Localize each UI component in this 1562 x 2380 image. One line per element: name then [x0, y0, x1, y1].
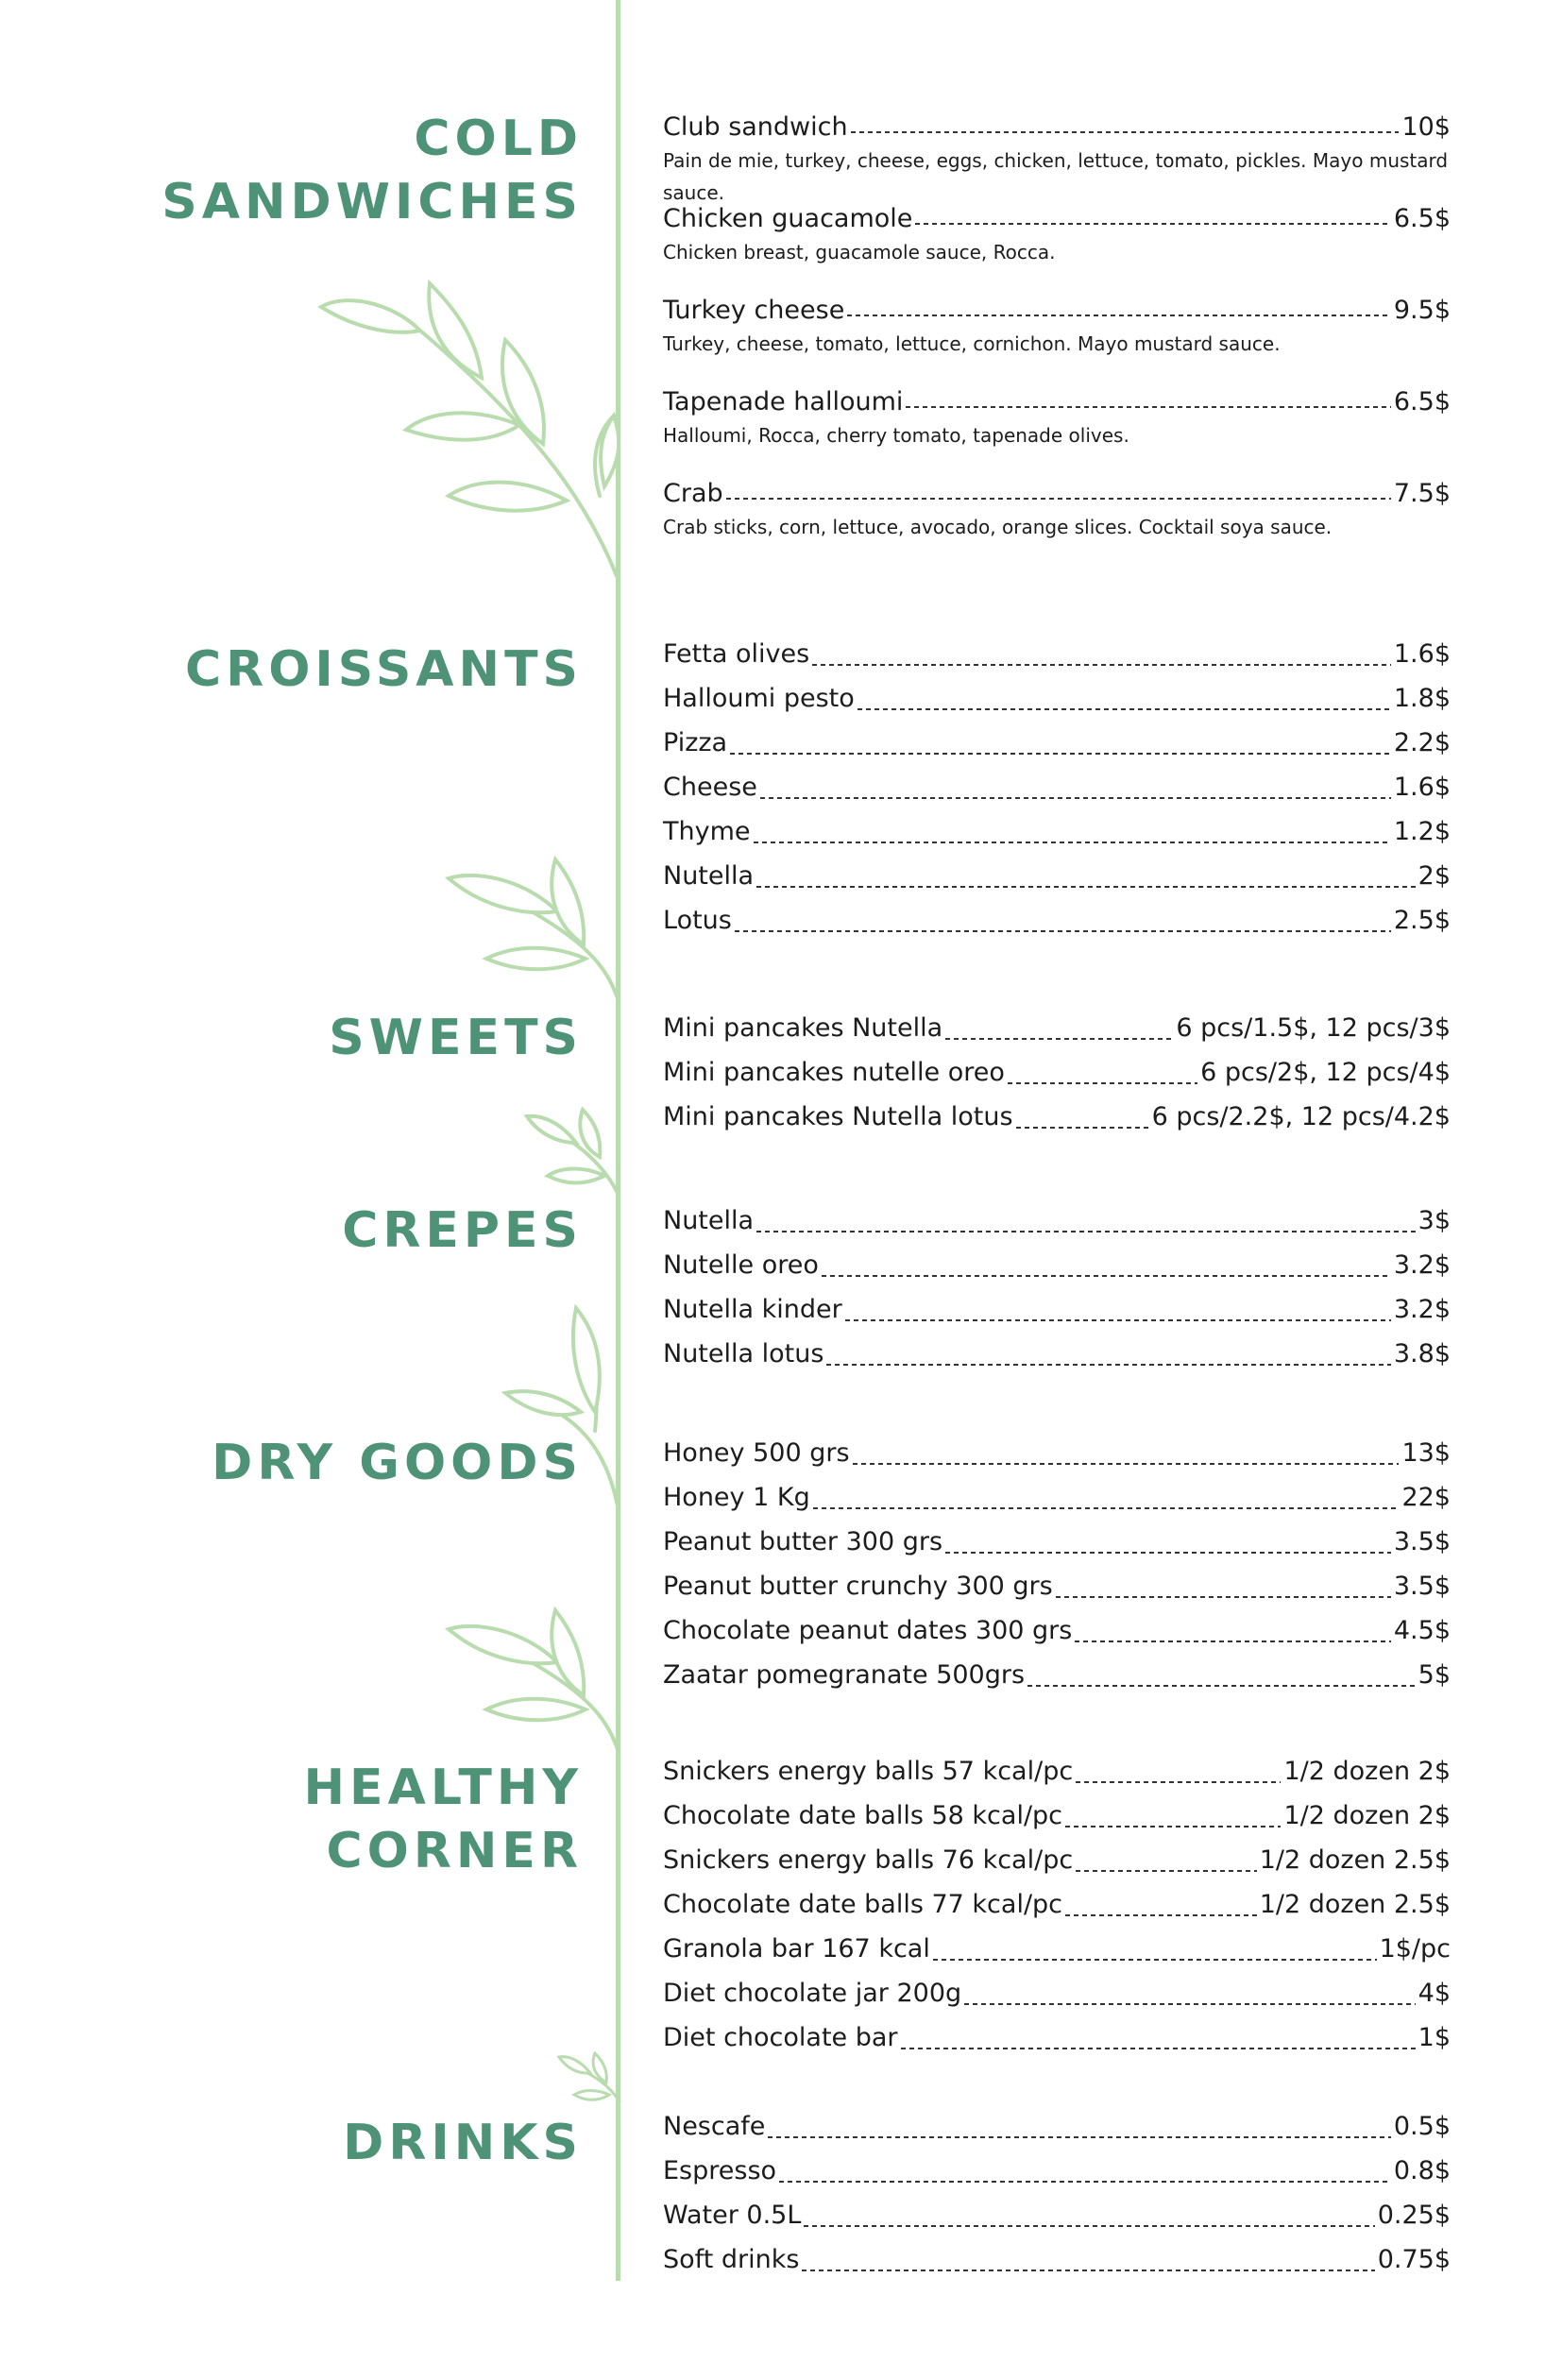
item-price: 7.5$: [1393, 479, 1451, 508]
dot-leader: [1027, 1685, 1416, 1687]
dot-leader: [901, 2048, 1416, 2049]
item-price: 6 pcs/2$, 12 pcs/4$: [1200, 1058, 1451, 1087]
dot-leader: [1076, 1781, 1281, 1783]
item-price: 6.5$: [1393, 204, 1451, 233]
item-price: 1/2 dozen 2.5$: [1259, 1845, 1451, 1875]
dry-goods-list: [663, 1436, 1451, 1703]
menu-item: [663, 726, 1451, 771]
dot-leader: [857, 708, 1391, 710]
item-name: Nutella kinder: [663, 1295, 842, 1324]
menu-item: [663, 294, 1451, 385]
menu-item: [663, 1799, 1451, 1844]
dot-leader: [1065, 1914, 1257, 1916]
dot-leader: [760, 797, 1391, 799]
menu-item: [663, 202, 1451, 294]
item-price: 2$: [1418, 861, 1451, 891]
item-name: Tapenade halloumi: [663, 387, 904, 416]
menu-item: [663, 1570, 1451, 1614]
section-title-line: HEALTHY: [303, 1760, 583, 1816]
section-title-line: COLD: [414, 110, 583, 167]
item-price: 1/2 dozen 2$: [1283, 1757, 1451, 1786]
menu-item: [663, 1932, 1451, 1977]
section-title-sweets: SWEETS: [329, 1010, 583, 1066]
leaf-branch-icon: [444, 855, 623, 1006]
dot-leader: [964, 2003, 1415, 2005]
item-price: 9.5$: [1393, 296, 1451, 325]
item-name: Pizza: [663, 728, 728, 757]
item-name: Honey 500 grs: [663, 1438, 850, 1468]
section-title-dry-goods: DRY GOODS: [212, 1435, 583, 1491]
menu-item: [663, 1525, 1451, 1570]
menu-item: [663, 682, 1451, 726]
menu-item: [663, 1293, 1451, 1337]
item-name: Nutella: [663, 1206, 755, 1235]
item-price: 1$: [1418, 2023, 1451, 2052]
item-name: Chicken guacamole: [663, 204, 913, 233]
dot-leader: [1065, 1826, 1281, 1828]
section-title-cold-sandwiches: [161, 108, 583, 234]
item-name: Soft drinks: [663, 2245, 800, 2274]
item-price: 3.5$: [1393, 1527, 1451, 1556]
menu-item: [663, 859, 1451, 904]
menu-item: [663, 1249, 1451, 1293]
menu-item: [663, 1977, 1451, 2021]
item-price: 6.5$: [1393, 387, 1451, 416]
dot-leader: [813, 1507, 1400, 1509]
item-name: Fetta olives: [663, 639, 810, 669]
item-name: Mini pancakes nutelle oreo: [663, 1058, 1005, 1087]
leaf-branch-icon: [444, 1606, 623, 1757]
item-price: 3$: [1418, 1206, 1451, 1235]
item-price: 2.2$: [1393, 728, 1451, 757]
dot-leader: [735, 930, 1391, 932]
dot-leader: [1056, 1596, 1391, 1598]
item-price: 3.2$: [1393, 1295, 1451, 1324]
menu-item: [663, 1436, 1451, 1481]
item-price: 10$: [1401, 112, 1451, 142]
menu-item: [663, 2243, 1451, 2287]
item-price: 6 pcs/2.2$, 12 pcs/4.2$: [1151, 1102, 1451, 1131]
item-price: 13$: [1401, 1438, 1451, 1468]
section-title-healthy-corner: [304, 1757, 583, 1883]
item-description: Halloumi, Rocca, cherry tomato, tapenade olives.: [663, 424, 1129, 447]
item-name: Water 0.5L: [663, 2201, 802, 2230]
dot-leader: [853, 1463, 1400, 1465]
menu-item: [663, 1100, 1451, 1145]
section-title-crepes: CREPES: [342, 1202, 583, 1259]
item-name: Snickers energy balls 76 kcal/pc: [663, 1845, 1074, 1875]
dot-leader: [756, 1231, 1416, 1232]
item-description: Crab sticks, corn, lettuce, avocado, orange slices. Cocktail soya sauce.: [663, 516, 1333, 538]
item-name: Chocolate date balls 77 kcal/pc: [663, 1890, 1063, 1919]
menu-item: [663, 1614, 1451, 1658]
item-price: 4.5$: [1393, 1616, 1451, 1645]
dot-leader: [812, 664, 1391, 666]
item-description: Pain de mie, turkey, cheese, eggs, chicken, lettuce, tomato, pickles. Mayo mustard sauce.: [663, 149, 1449, 204]
item-price: 0.75$: [1377, 2245, 1451, 2274]
item-price: 0.8$: [1393, 2156, 1451, 2185]
item-price: 1.6$: [1393, 773, 1451, 802]
item-price: 1.6$: [1393, 639, 1451, 669]
dot-leader: [906, 406, 1390, 408]
item-name: Chocolate peanut dates 300 grs: [663, 1616, 1073, 1645]
item-price: 2.5$: [1393, 906, 1451, 935]
item-name: Thyme: [663, 817, 751, 846]
crepes-list: [663, 1204, 1451, 1382]
item-name: Peanut butter crunchy 300 grs: [663, 1572, 1053, 1601]
menu-item: [663, 2154, 1451, 2199]
section-title-croissants: CROISSANTS: [184, 641, 583, 698]
dot-leader: [726, 498, 1391, 500]
dot-leader: [847, 314, 1391, 316]
menu-item: [663, 1888, 1451, 1932]
dot-leader: [851, 131, 1400, 133]
dot-leader: [802, 2270, 1374, 2271]
dot-leader: [804, 2225, 1374, 2227]
healthy-corner-list: [663, 1755, 1451, 2066]
item-name: Chocolate date balls 58 kcal/pc: [663, 1801, 1063, 1830]
dot-leader: [768, 2136, 1390, 2138]
dot-leader: [822, 1275, 1391, 1277]
item-name: Lotus: [663, 906, 732, 935]
menu-item: [663, 110, 1451, 202]
dot-leader: [933, 1959, 1377, 1961]
item-price: 3.5$: [1393, 1572, 1451, 1601]
menu-item: [663, 1012, 1451, 1056]
item-price: 1/2 dozen 2$: [1283, 1801, 1451, 1830]
item-price: 5$: [1418, 1660, 1451, 1690]
item-name: Nutella: [663, 861, 755, 891]
menu-item: [663, 2199, 1451, 2243]
item-description: Chicken breast, guacamole sauce, Rocca.: [663, 241, 1056, 264]
menu-item: [663, 1755, 1451, 1799]
item-price: 1.2$: [1393, 817, 1451, 846]
leaf-branch-icon: [524, 1105, 623, 1199]
dot-leader: [754, 842, 1391, 843]
menu-item: [663, 2021, 1451, 2066]
item-price: 6 pcs/1.5$, 12 pcs/3$: [1176, 1013, 1451, 1043]
item-name: Club sandwich: [663, 112, 848, 142]
item-price: 3.8$: [1393, 1339, 1451, 1368]
menu-item: [663, 1204, 1451, 1249]
menu-item: [663, 477, 1451, 569]
item-name: Honey 1 Kg: [663, 1483, 810, 1512]
item-name: Mini pancakes Nutella lotus: [663, 1102, 1013, 1131]
item-name: Cheese: [663, 773, 757, 802]
item-name: Diet chocolate bar: [663, 2023, 898, 2052]
item-price: 4$: [1418, 1979, 1451, 2008]
dot-leader: [945, 1552, 1391, 1554]
dot-leader: [1076, 1870, 1257, 1872]
menu-item: [663, 1844, 1451, 1888]
menu-item: [663, 1337, 1451, 1382]
menu-item: [663, 1658, 1451, 1703]
item-price: 22$: [1401, 1483, 1451, 1512]
leaf-branch-icon: [557, 2049, 623, 2106]
dot-leader: [1008, 1082, 1197, 1084]
item-name: Nescafe: [663, 2112, 766, 2141]
croissants-list: [663, 638, 1451, 948]
item-price: 0.5$: [1393, 2112, 1451, 2141]
item-name: Diet chocolate jar 200g: [663, 1979, 962, 2008]
leaf-branch-icon: [316, 274, 619, 586]
item-price: 3.2$: [1393, 1250, 1451, 1280]
item-name: Crab: [663, 479, 723, 508]
item-name: Halloumi pesto: [663, 684, 855, 713]
dot-leader: [915, 223, 1390, 225]
dot-leader: [779, 2181, 1391, 2183]
item-name: Espresso: [663, 2156, 777, 2185]
item-name: Turkey cheese: [663, 296, 845, 325]
cold-sandwiches-list: [663, 110, 1451, 569]
dot-leader: [756, 886, 1416, 888]
menu-item: [663, 1481, 1451, 1525]
dot-leader: [826, 1364, 1390, 1366]
dot-leader: [1075, 1640, 1391, 1642]
section-title-line: SANDWICHES: [161, 174, 583, 230]
menu-item: [663, 771, 1451, 815]
drinks-list: [663, 2110, 1451, 2287]
menu-item: [663, 638, 1451, 682]
menu-item: [663, 1056, 1451, 1100]
item-price: 1.8$: [1393, 684, 1451, 713]
dot-leader: [945, 1038, 1173, 1040]
item-name: Zaatar pomegranate 500grs: [663, 1660, 1026, 1690]
dot-leader: [1016, 1127, 1149, 1129]
item-name: Peanut butter 300 grs: [663, 1527, 943, 1556]
sweets-list: [663, 1012, 1451, 1145]
dot-leader: [730, 753, 1391, 755]
section-title-line: CORNER: [326, 1823, 583, 1879]
menu-item: [663, 815, 1451, 859]
item-name: Nutelle oreo: [663, 1250, 819, 1280]
item-name: Mini pancakes Nutella: [663, 1013, 943, 1043]
dot-leader: [845, 1319, 1391, 1321]
item-price: 1$/pc: [1379, 1934, 1451, 1964]
menu-item: [663, 385, 1451, 477]
item-price: 1/2 dozen 2.5$: [1259, 1890, 1451, 1919]
item-name: Nutella lotus: [663, 1339, 824, 1368]
item-description: Turkey, cheese, tomato, lettuce, cornichon. Mayo mustard sauce.: [663, 332, 1281, 355]
menu-item: [663, 904, 1451, 948]
item-price: 0.25$: [1377, 2201, 1451, 2230]
menu-item: [663, 2110, 1451, 2154]
item-name: Granola bar 167 kcal: [663, 1934, 930, 1964]
section-title-drinks: DRINKS: [343, 2115, 583, 2171]
item-name: Snickers energy balls 57 kcal/pc: [663, 1757, 1074, 1786]
